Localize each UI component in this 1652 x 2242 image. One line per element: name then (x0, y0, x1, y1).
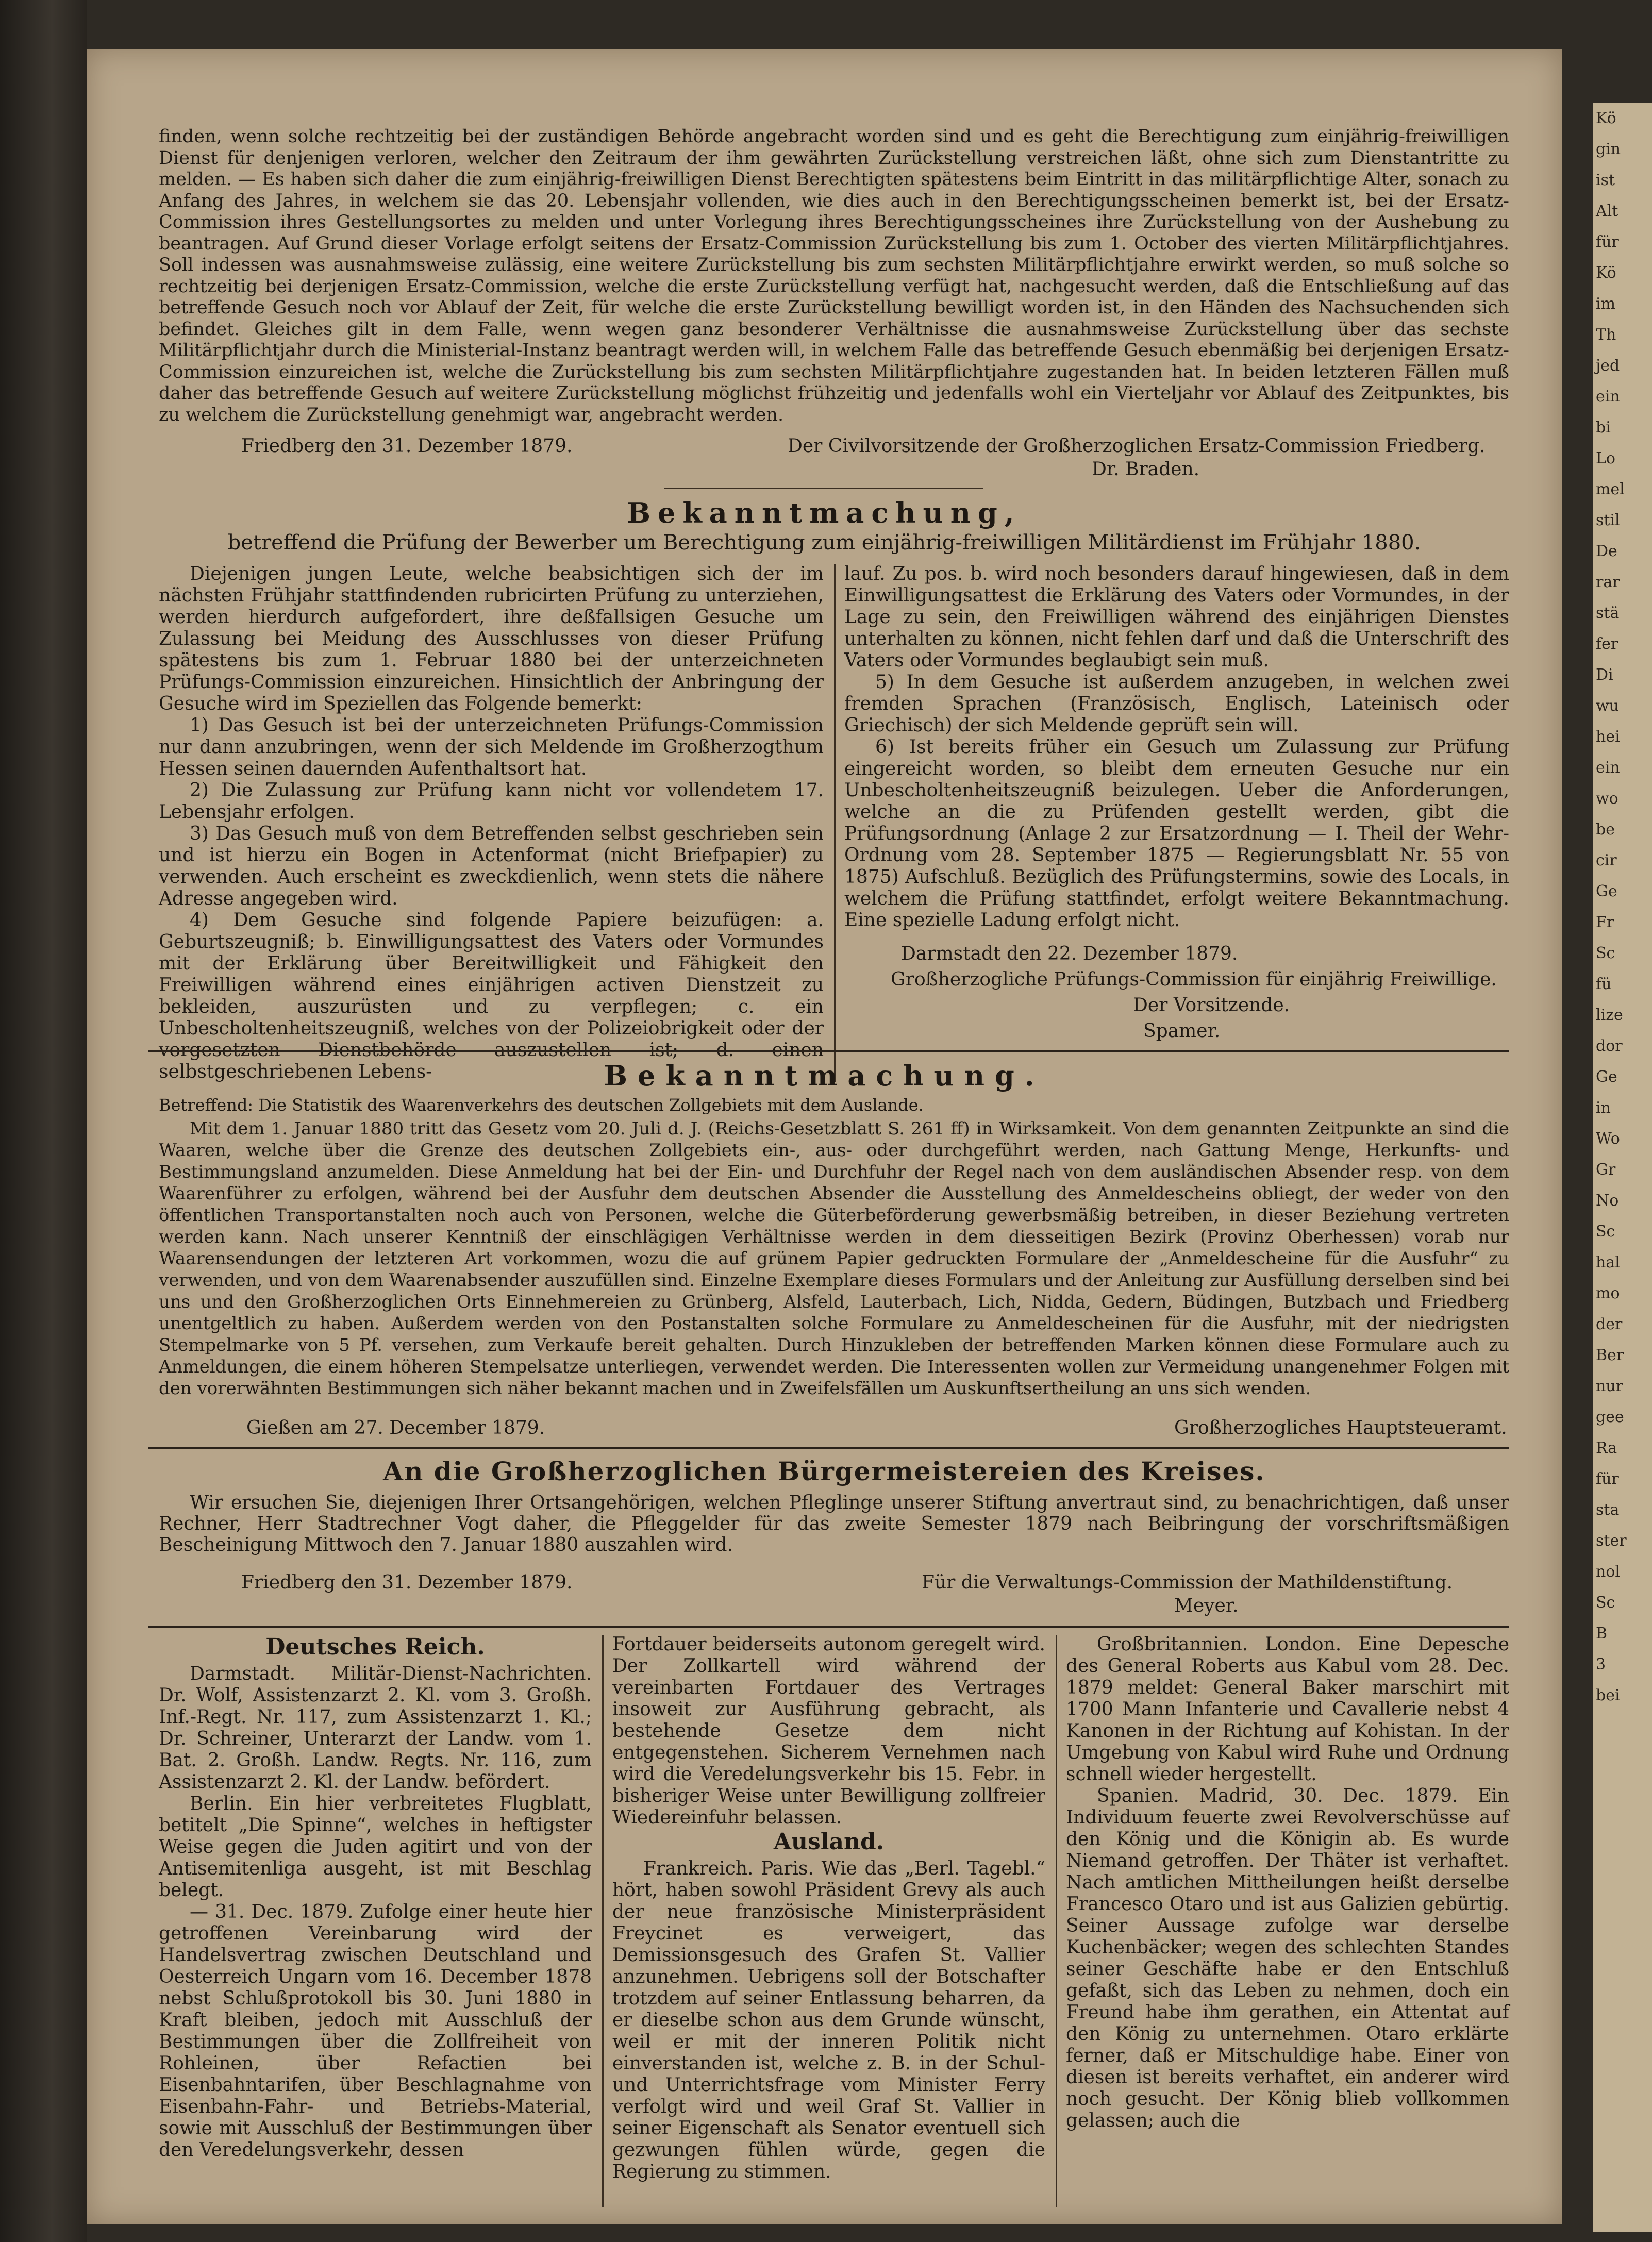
adjacent-page-fragment: B (1596, 1625, 1608, 1643)
adjacent-page-fragment: stä (1596, 604, 1620, 622)
notice-body: finden, wenn solche rechtzeitig bei der zuständigen Behörde angebracht worden sind und es geht die Berechtigung zum einjährig-freiwilligen Dienst für denjenigen verloren, welcher den Zeitraum der ihm gewährten Zurückstellung verstreichen läßt, ohne sich zum Dienstantritte zu melden. — Es haben sich daher die zum einjährig-freiwilligen Dienst Berechtigten spätestens beim Eintritt in das militärpflichtige Alter, sonach zu Anfang des Jahres, in welchem sie das 20. Lebensjahr vollenden, wie dies auch in den Berechtigungsscheinen bemerkt ist, bei der Ersatz-Commission ihres Gestellungsortes zu melden und unter Vorlegung ihres Berechtigungsscheines ihre Zurückstellung von der Aushebung zu beantragen. Auf Grund dieser Vorlage erfolgt seitens der Ersatz-Commission Zurückstellung bis zum 1. October des vierten Militärpflichtjahres. Soll indessen was ausnahmsweise zulässig, eine weitere Zurückstellung bis zum sechsten Militärpflichtjahre erwirkt werden, so muß solche so rechtzeitig bei derjenigen Ersatz-Commission, welche die erste Zurückstellung verfügt hat, nachgesucht werden, daß die Entschließung auf das betreffende Gesuch noch vor Ablauf der Zeit, für welche die erste Zurückstellung bewilligt worden ist, in den Händen des Nachsuchenden sich befindet. Gleiches gilt in dem Falle, wenn wegen ganz besonderer Verhältnisse die ausnahmsweise Zurückstellung über das sechste Militärpflichtjahr durch die Ministerial-Instanz beantragt werden will, in welchem Falle das betreffende Gesuch ebenmäßig bei derjenigen Ersatz-Commission einzureichen ist, welche die Zurückstellung bis zum sechsten Militärpflichtjahre zugestanden hat. In beiden letzteren Fällen muß daher das betreffende Gesuch auf weitere Zurückstellung möglichst frühzeitig und jedenfalls wohl ein Vierteljahr vor Ablauf des Zeitpunktes, bis zu welchem die Zurückstellung genehmigt war, angebracht werden. (159, 126, 1509, 425)
adjacent-page-fragment: dor (1596, 1037, 1623, 1055)
adjacent-page-fragment: mo (1596, 1284, 1620, 1302)
adjacent-page-fragment: für (1596, 233, 1619, 251)
adjacent-page-fragment: stil (1596, 511, 1620, 529)
adjacent-page-fragment: cir (1596, 851, 1617, 869)
adjacent-page-fragment: fü (1596, 975, 1612, 993)
adjacent-page-fragment: Ge (1596, 1068, 1617, 1086)
section-rule (148, 1626, 1509, 1628)
adjacent-page-fragment: Fr (1596, 913, 1614, 931)
adjacent-page-fragment: De (1596, 542, 1617, 560)
adjacent-page-fragment: wu (1596, 697, 1619, 715)
adjacent-page-strip (1593, 103, 1652, 2232)
news-item: Großbritannien. London. Eine Depesche des General Roberts aus Kabul vom 28. Dec. 1879 meldet: General Baker marschirt mit 1700 Mann Infanterie und Cavallerie nebst 4 Kanonen in der Richtung auf Kohistan. In der Umgebung von Kabul wird Ruhe und Ordnung schnell wieder hergestellt. (1066, 1634, 1509, 1785)
adjacent-page-fragment: ein (1596, 759, 1620, 777)
news-item: — 31. Dec. 1879. Zufolge einer heute hier getroffenen Vereinbarung wird der Handelsvertrag zwischen Deutschland und Oesterreich Ungarn vom 16. December 1878 nebst Schlußprotokoll bis 30. Juni 1880 in Kraft bleiben, jedoch mit Ausschluß der Bestimmungen über die Zollfreiheit von Rohleinen, über Refactien bei Eisenbahntarifen, über Beschlagnahme von Eisenbahn-Fahr- und Betriebs-Material, sowie mit Ausschluß der Bestimmungen über den Veredelungsverkehr, dessen (159, 1901, 592, 2161)
place-date: Gießen am 27. December 1879. (246, 1417, 545, 1438)
adjacent-page-fragment: ist (1596, 171, 1615, 189)
exam-intro: Diejenigen jungen Leute, welche beabsichtigen sich der im nächsten Frühjahr stattfindenden rubricirten Prüfung zu unterziehen, werden hierdurch aufgefordert, ihre deßfallsigen Gesuche um Zulassung bei Meidung des Ausschlusses von dieser Prüfung spätestens bis zum 1. Februar 1880 bei der unterzeichneten Prüfungs-Commission einzureichen. Hinsichtlich der Anbringung der Gesuche wird im Speziellen das Folgende bemerkt: (159, 563, 824, 714)
adjacent-page-fragment: für (1596, 1470, 1619, 1488)
mathildenstiftung-notice (159, 1492, 1509, 1555)
adjacent-page-fragment: in (1596, 1099, 1611, 1117)
adjacent-page-fragment: be (1596, 821, 1615, 839)
exam-item-4: 4) Dem Gesuche sind folgende Papiere beizufügen: a. Geburtszeugniß; b. Einwilligungsattest des Vaters oder Vormundes mit der Erklärung über Bereitwilligkeit und Fähigkeit den Freiwilligen während eines einjährigen activen Dienstzeit zu bekleiden, auszurüsten und zu verpflegen; c. ein Unbescholtenheitszeugniß, welches von der Polizeiobrigkeit oder der vorgesetzten Dienstbehörde auszustellen ist; d. einen selbstgeschriebenen Lebens- (159, 910, 824, 1082)
column-divider (602, 1635, 604, 2207)
adjacent-page-fragment: Sc (1596, 944, 1615, 962)
signer-title: Für die Verwaltungs-Commission der Mathildenstiftung. (922, 1572, 1453, 1593)
exam-notice-right-column (844, 563, 1509, 931)
news-item: Fortdauer beiderseits autonom geregelt wird. Der Zollkartell wird während der vereinbarten Fortdauer des Vertrages insoweit zur Ausführung gebracht, als bestehende Gesetze dem nicht entgegenstehen. Sicherem Vernehmen nach wird die Veredelungsverkehr bis 15. Febr. in bisheriger Weise unter Bewilligung zollfreier Wiedereinfuhr belassen. (612, 1634, 1045, 1828)
place-date: Darmstadt den 22. Dezember 1879. (901, 943, 1238, 964)
adjacent-page-fragment: Wo (1596, 1130, 1620, 1148)
adjacent-page-fragment: hei (1596, 728, 1620, 746)
section-heading: Deutsches Reich. (265, 1634, 485, 1660)
adjacent-page-fragment: ster (1596, 1532, 1627, 1550)
adjacent-page-fragment: nol (1596, 1563, 1620, 1581)
adjacent-page-fragment: im (1596, 295, 1616, 313)
exam-continuation: lauf. Zu pos. b. wird noch besonders darauf hingewiesen, daß in dem Einwilligungsattest die Erklärung des Vaters oder Vormundes, in der Lage zu sein, den Freiwilligen während des einjährigen Dienstes unterhalten zu können, nicht fehlen darf und daß die Unterschrift des Vaters oder Vormundes beglaubigt sein muß. (844, 563, 1509, 671)
divider (664, 488, 983, 489)
section-heading: Ausland. (773, 1829, 885, 1855)
adjacent-page-fragment: der (1596, 1315, 1623, 1333)
recruitment-notice-continuation (159, 126, 1509, 426)
signer-name: Dr. Braden. (1092, 459, 1200, 480)
adjacent-page-fragment: lize (1596, 1006, 1623, 1024)
section-rule (148, 1447, 1509, 1449)
adjacent-page-fragment: ein (1596, 388, 1620, 406)
adjacent-page-fragment: gee (1596, 1408, 1624, 1426)
column-divider (1056, 1635, 1057, 2207)
adjacent-page-fragment: sta (1596, 1501, 1620, 1519)
news-item: Spanien. Madrid, 30. Dec. 1879. Ein Individuum feuerte zwei Revolverschüsse auf den König und die Königin ab. Es wurde Niemand getroffen. Der Thäter ist verhaftet. Nach amtlichen Mittheilungen heißt derselbe Francesco Otaro und ist aus Galizien gebürtig. Seiner Aussage zufolge war derselbe Kuchenbäcker; wegen des schlechten Standes seiner Geschäfte habe er den Entschluß gefaßt, sich das Leben zu nehmen, doch ein Freund habe ihm gerathen, ein Attentat auf den König zu unternehmen. Otaro erklärte ferner, daß er Mitschuldige habe. Einer von diesen ist bereits verhaftet, ein anderer wird noch gesucht. Der König blieb vollkommen gelassen; auch die (1066, 1785, 1509, 2131)
adjacent-page-fragment: nur (1596, 1377, 1623, 1395)
exam-notice-left-column (159, 563, 824, 1083)
newspaper-page (87, 49, 1562, 2224)
adjacent-page-fragment: hal (1596, 1253, 1620, 1271)
announcement-heading: Bekanntmachung, (627, 496, 1022, 529)
exam-item-1: 1) Das Gesuch ist bei der unterzeichneten Prüfungs-Commission nur dann anzubringen, wenn der sich Meldende im Großherzogthum Hessen seinen dauernden Aufenthaltsort hat. (159, 715, 824, 779)
adjacent-page-fragment: mel (1596, 480, 1625, 498)
adjacent-page-fragment: Sc (1596, 1223, 1615, 1241)
signer-title: Großherzogliche Prüfungs-Commission für einjährig Freiwillige. (891, 969, 1497, 990)
notice-body: Wir ersuchen Sie, diejenigen Ihrer Ortsangehörigen, welchen Pfleglinge unserer Stiftung anvertraut sind, zu benachrichtigen, daß unser Rechner, Herr Stadtrechner Vogt daher, die Pfleggelder für das zweite Semester 1879 nach Beibringung der vorschriftsmäßigen Bescheinigung Mittwoch den 7. Januar 1880 auszahlen wird. (159, 1492, 1509, 1555)
announcement-subheading: betreffend die Prüfung der Bewerber um Berechtigung zum einjährig-freiwilligen Militärdienst im Frühjahr 1880. (227, 531, 1421, 555)
signer-role: Der Vorsitzende. (1133, 995, 1290, 1016)
adjacent-page-fragment: Ge (1596, 882, 1617, 900)
adjacent-page-fragment: wo (1596, 790, 1618, 808)
adjacent-page-fragment: Kö (1596, 109, 1616, 127)
adjacent-page-fragment: No (1596, 1192, 1619, 1210)
adjacent-page-fragment: fer (1596, 635, 1618, 653)
place-date: Friedberg den 31. Dezember 1879. (241, 1572, 573, 1593)
exam-item-5: 5) In dem Gesuche ist außerdem anzugeben, in welchen zwei fremden Sprachen (Französisch, Englisch, Lateinisch oder Griechisch) der sich Meldende geprüft sein will. (844, 672, 1509, 736)
news-column-3 (1066, 1634, 1509, 2132)
adjacent-page-fragment: 3 (1596, 1655, 1606, 1674)
announcement-heading: Bekanntmachung. (604, 1059, 1045, 1092)
news-column-2 (612, 1634, 1045, 2183)
adjacent-page-fragment: Kö (1596, 264, 1616, 282)
signer-name: Meyer. (1174, 1595, 1239, 1616)
adjacent-page-fragment: Sc (1596, 1594, 1615, 1612)
news-item: Darmstadt. Militär-Dienst-Nachrichten. Dr. Wolf, Assistenzarzt 2. Kl. vom 3. Großh. Inf.-Regt. Nr. 117, zum Assistenzarzt 1. Kl.; Dr. Schreiner, Unterarzt der Landw. vom 1. Bat. 2. Großh. Landw. Regts. Nr. 116, zum Assistenzarzt 2. Kl. der Landw. befördert. (159, 1663, 592, 1793)
book-spine (0, 0, 87, 2242)
news-item: Berlin. Ein hier verbreitetes Flugblatt, betitelt „Die Spinne“, welches in heftigster Weise gegen die Juden agitirt und von der Antisemitenliga ausgeht, ist mit Beschlag belegt. (159, 1793, 592, 1901)
exam-item-6: 6) Ist bereits früher ein Gesuch um Zulassung zur Prüfung eingereicht worden, so bleibt dem erneuten Gesuche nur ein Unbescholtenheitszeugniß beizulegen. Ueber die Anforderungen, welche an die zu Prüfenden gestellt werden, gibt die Prüfungsordnung (Anlage 2 zur Ersatzordnung — I. Theil der Wehr-Ordnung vom 28. September 1875 — Regierungsblatt Nr. 55 von 1875) Aufschluß. Bezüglich des Prüfungstermins, sowie des Locals, in welchem die Prüfung stattfindet, erfolgt weitere Bekanntmachung. Eine spezielle Ladung erfolgt nicht. (844, 737, 1509, 931)
adjacent-page-fragment: gin (1596, 140, 1621, 158)
signer-title: Der Civilvorsitzende der Großherzoglichen Ersatz-Commission Friedberg. (788, 436, 1486, 457)
place-date: Friedberg den 31. Dezember 1879. (241, 436, 573, 457)
section-rule (148, 1050, 1509, 1052)
adjacent-page-fragment: jed (1596, 357, 1620, 375)
notice-body: Mit dem 1. Januar 1880 tritt das Gesetz vom 20. Juli d. J. (Reichs-Gesetzblatt S. 261 ff) in Wirksamkeit. Von dem genannten Zeitpunkte an sind die Waaren, welche über die Grenze des deutschen Zollgebiets ein-, aus- oder durchgeführt werden, nach Gattung Menge, Herkunfts- und Bestimmungsland anzumelden. Diese Anmeldung hat bei der Ein- und Durchfuhr der Regel nach von dem ausländischen Absender resp. von dem Waarenführer zu erfolgen, während bei der Ausfuhr dem deutschen Absender die Ausstellung des Anmeldescheins obliegt, der weder von den öffentlichen Transportanstalten noch auch von Personen, welche die Güterbeförderung gewerbsmäßig betreiben, in dieser Beziehung vertreten werden kann. Nach unserer Kenntniß der einschlägigen Verhältnisse werden in dem diesseitigen Bezirk (Provinz Oberhessen) vorab nur Waarensendungen der letzteren Art vorkommen, wozu die auf grünem Papier gedruckten Formulare der „Anmeldescheine für die Ausfuhr“ zu verwenden, und von dem Waarenabsender auszufüllen sind. Einzelne Exemplare dieses Formulars und der Anleitung zur Ausfüllung derselben sind bei uns und den Großherzoglichen Orts Einnehmereien zu Grünberg, Alsfeld, Lauterbach, Lich, Nidda, Gedern, Büdingen, Butzbach und Friedberg unentgeltlich zu haben. Außerdem werden von den Postanstalten solche Formulare zu Anmeldescheinen für die Ausfuhr, mit der niedrigsten Stempelmarke von 5 Pf. versehen, zum Verkaufe bereit gehalten. Durch Hinzukleben der betreffenden Marken können diese Formulare auch zu Anmeldungen, die einem höheren Stempelsatze unterliegen, verwendet werden. Die Interessenten wollen zur Vermeidung unangenehmer Folgen mit den vorerwähnten Bestimmungen sich näher bekannt machen und in Zweifelsfällen um Auskunftsertheilung an uns sich wenden. (159, 1118, 1509, 1399)
adjacent-page-fragment: bi (1596, 419, 1611, 437)
statistics-notice-body (159, 1118, 1509, 1399)
adjacent-page-fragment: Ber (1596, 1346, 1624, 1364)
news-column-1 (159, 1634, 592, 2161)
adjacent-page-fragment: Di (1596, 666, 1613, 684)
adjacent-page-fragment: Ra (1596, 1439, 1617, 1457)
adjacent-page-fragment: rar (1596, 573, 1620, 591)
adjacent-page-fragment: Lo (1596, 449, 1615, 467)
signer: Großherzogliches Hauptsteueramt. (1174, 1417, 1507, 1438)
exam-item-3: 3) Das Gesuch muß von dem Betreffenden selbst geschrieben sein und ist hierzu ein Bogen in Actenformat (nicht Briefpapier) zu verwenden. Auch erscheint es zweckdienlich, wenn stets die nähere Adresse angegeben wird. (159, 823, 824, 909)
signer-name: Spamer. (1143, 1020, 1221, 1042)
adjacent-page-fragment: bei (1596, 1686, 1620, 1704)
adjacent-page-fragment: Alt (1596, 202, 1618, 220)
section-heading: An die Großherzoglichen Bürgermeistereien des Kreises. (383, 1456, 1265, 1486)
adjacent-page-fragment: Th (1596, 326, 1616, 344)
adjacent-page-fragment: Gr (1596, 1161, 1616, 1179)
subject-line: Betreffend: Die Statistik des Waarenverkehrs des deutschen Zollgebiets mit dem Auslande. (159, 1095, 924, 1115)
exam-item-2: 2) Die Zulassung zur Prüfung kann nicht vor vollendetem 17. Lebensjahr erfolgen. (159, 780, 824, 823)
column-divider (834, 564, 836, 1082)
news-item: Frankreich. Paris. Wie das „Berl. Tagebl.“ hört, haben sowohl Präsident Grevy als auch der neue französische Ministerpräsident Freycinet es verweigert, das Demissionsgesuch des Grafen St. Vallier anzunehmen. Uebrigens soll der Botschafter trotzdem auf seiner Entlassung beharren, da er dieselbe schon aus dem Grunde wünscht, weil er mit der inneren Politik nicht einverstanden ist, welche z. B. in der Schul- und Unterrichtsfrage vom Minister Ferry verfolgt wird und weil Graf St. Vallier in seiner Eigenschaft als Senator eventuell sich gezwungen fühlen würde, gegen die Regierung zu stimmen. (612, 1858, 1045, 2182)
